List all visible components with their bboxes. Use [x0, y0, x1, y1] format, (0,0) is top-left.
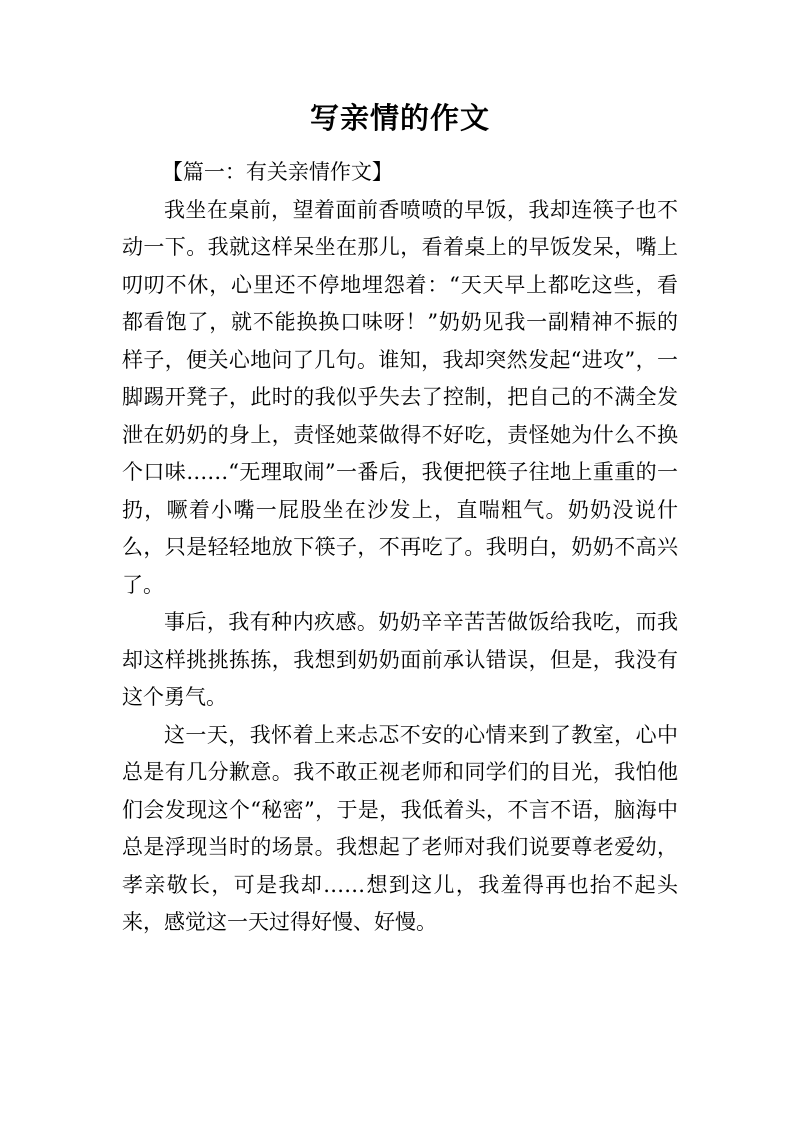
document-title: 写亲情的作文	[309, 101, 490, 135]
paragraph-2: 事后，我有种内疚感。奶奶辛辛苦苦做饭给我吃，而我却这样挑挑拣拣，我想到奶奶面前承认错误，但是，我没有这个勇气。	[122, 610, 678, 709]
paragraph-1: 我坐在桌前，望着面前香喷喷的早饭，我却连筷子也不动一下。我就这样呆坐在那儿，看着桌上的早饭发呆，嘴上叨叨不休，心里还不停地埋怨着：“天天早上都吃这些，看都看饱了，就不能换换口味呀！”奶奶见我一副精神不振的样子，便关心地问了几句。谁知，我却突然发起“进攻”，一脚踢开凳子，此时的我似乎失去了控制，把自己的不满全发泄在奶奶的身上，责怪她菜做得不好吃，责怪她为什么不换个口味……“无理取闹”一番后，我便把筷子往地上重重的一扔，噘着小嘴一屁股坐在沙发上，直喘粗气。奶奶没说什么，只是轻轻地放下筷子，不再吃了。我明白，奶奶不高兴了。	[122, 197, 678, 597]
document-body	[122, 154, 678, 942]
section-heading: 【篇一：有关亲情作文】	[161, 160, 393, 184]
paragraph-3: 这一天，我怀着上来忐忑不安的心情来到了教室，心中总是有几分歉意。我不敢正视老师和同学们的目光，我怕他们会发现这个“秘密”，于是，我低着头，不言不语，脑海中总是浮现当时的场景。我想起了老师对我们说要尊老爱幼，孝亲敬长，可是我却……想到这儿，我羞得再也抬不起头来，感觉这一天过得好慢、好慢。	[122, 722, 678, 934]
